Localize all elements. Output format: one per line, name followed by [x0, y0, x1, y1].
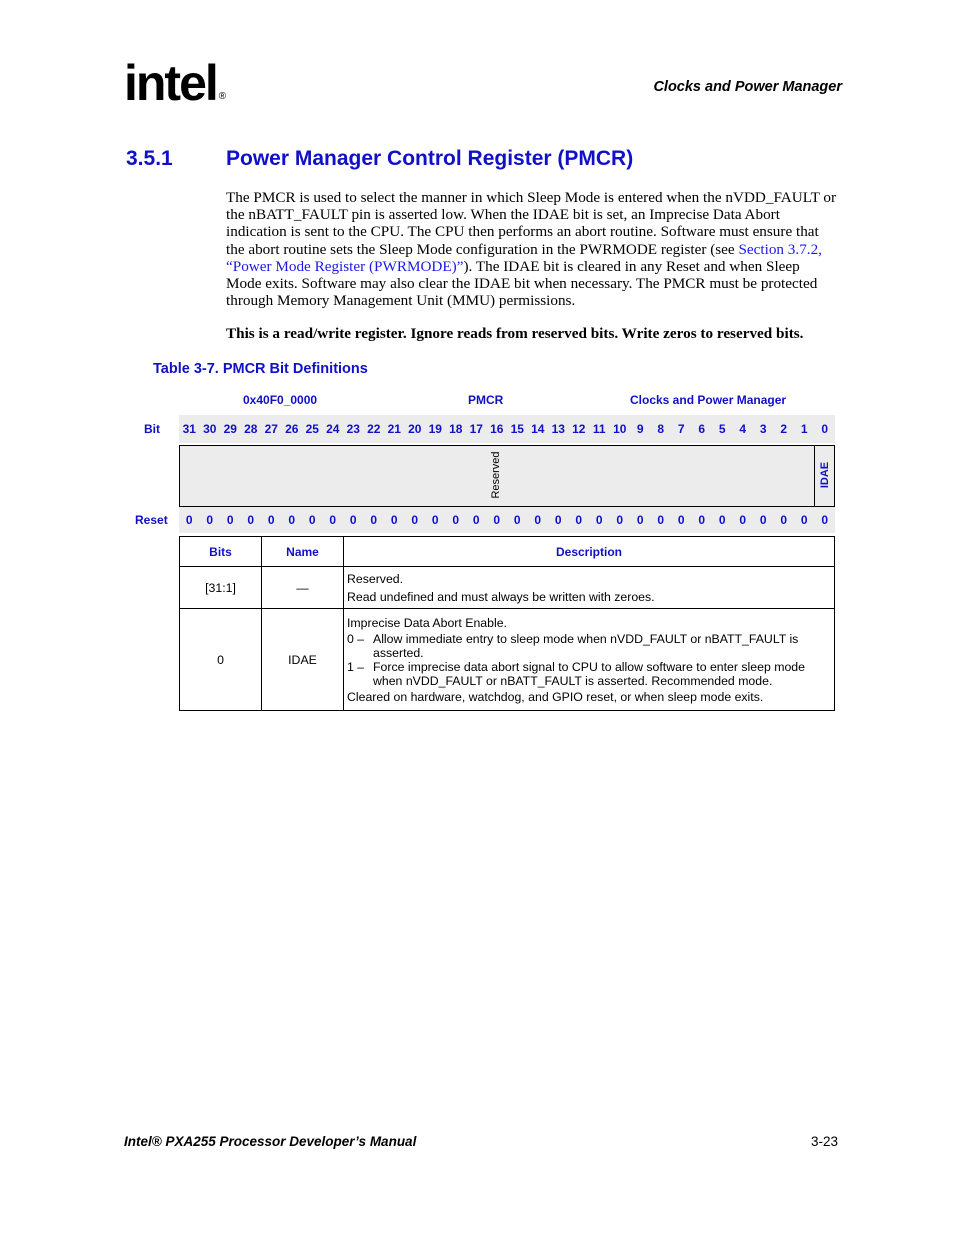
- logo-registered-mark: ®: [218, 91, 227, 102]
- reset-label: Reset: [135, 513, 168, 527]
- table-row: [180, 609, 835, 711]
- reset-value-row: [179, 507, 835, 533]
- bit-number: 28: [244, 422, 258, 436]
- field-idae-label: IDAE: [819, 461, 831, 489]
- reset-value: 0: [185, 513, 193, 527]
- bit-number: 3: [759, 422, 767, 436]
- paragraph-text-2: ). The IDAE bit is cleared in any Reset and when Sleep Mode exits. Software may also clear the IDAE bit when necessary. The PMCR must be protected through Memory Management Unit (MMU) permissions.: [226, 257, 818, 310]
- footer-title: Intel® PXA255 Processor Developer’s Manual: [124, 1134, 417, 1149]
- bit-number: 30: [203, 422, 217, 436]
- bit-definitions-table: [179, 536, 835, 711]
- reset-value: 0: [657, 513, 665, 527]
- bit-number: 0: [821, 422, 829, 436]
- bit-number: 14: [531, 422, 545, 436]
- bit-number: 21: [387, 422, 401, 436]
- description-title: Imprecise Data Abort Enable.: [347, 615, 507, 630]
- reset-value: 0: [718, 513, 726, 527]
- item-key: 0 –: [347, 631, 365, 646]
- bit-number: 2: [780, 422, 788, 436]
- reset-value: 0: [411, 513, 419, 527]
- bit-number: 31: [182, 422, 196, 436]
- reset-value: 0: [349, 513, 357, 527]
- reset-value: 0: [595, 513, 603, 527]
- bit-number: 4: [739, 422, 747, 436]
- description-note: Cleared on hardware, watchdog, and GPIO reset, or when sleep mode exits.: [347, 689, 764, 704]
- bit-number: 11: [592, 422, 606, 436]
- bit-number: 23: [346, 422, 360, 436]
- row-description: [344, 609, 835, 711]
- reset-value: 0: [370, 513, 378, 527]
- item-text: Allow immediate entry to sleep mode when nVDD_FAULT or nBATT_FAULT is asserted.: [373, 631, 799, 660]
- paragraph-text-1: The PMCR is used to select the manner in which Sleep Mode is entered when the nVDD_FAULT or the nBATT_FAULT pin is asserted low. When the IDAE bit is set, an Imprecise Data Abort indication is sent to the CPU. The CPU then performs an abort routine. Software must ensure that the abort routine sets the Sleep Mode configuration in the PWRMODE register (see: [226, 189, 837, 258]
- description-line: Read undefined and must always be written with zeroes.: [347, 589, 655, 604]
- bit-label: Bit: [144, 422, 160, 436]
- bit-number: 6: [698, 422, 706, 436]
- reset-value: 0: [452, 513, 460, 527]
- reset-value: 0: [698, 513, 706, 527]
- reset-value: 0: [575, 513, 583, 527]
- section-number: 3.5.1: [126, 147, 173, 170]
- intel-logo: [124, 55, 227, 111]
- bit-number: 19: [428, 422, 442, 436]
- body-paragraph: [226, 189, 838, 309]
- table-header-row: [180, 537, 835, 567]
- reset-value: 0: [821, 513, 829, 527]
- register-unit: Clocks and Power Manager: [630, 393, 787, 407]
- reset-value: 0: [759, 513, 767, 527]
- bit-number: 18: [449, 422, 463, 436]
- bit-number: 29: [223, 422, 237, 436]
- reset-value: 0: [513, 513, 521, 527]
- bit-number: 8: [657, 422, 665, 436]
- description-item: [344, 660, 834, 688]
- bit-number: 12: [572, 422, 586, 436]
- table-row: [180, 567, 835, 609]
- reset-value: 0: [677, 513, 685, 527]
- reset-value: 0: [800, 513, 808, 527]
- row-bits: [31:1]: [180, 567, 262, 609]
- bit-number: 5: [718, 422, 726, 436]
- bit-number-row: [179, 415, 835, 443]
- reset-value: 0: [472, 513, 480, 527]
- reset-value: 0: [390, 513, 398, 527]
- reset-value: 0: [493, 513, 501, 527]
- bit-number: 26: [285, 422, 299, 436]
- bit-number: 16: [490, 422, 504, 436]
- reset-value: 0: [554, 513, 562, 527]
- reset-value: 0: [308, 513, 316, 527]
- row-bits: 0: [180, 609, 262, 711]
- bit-number: 27: [264, 422, 278, 436]
- chapter-title: Clocks and Power Manager: [653, 79, 842, 95]
- bit-number: 22: [367, 422, 381, 436]
- header-description: Description: [344, 537, 835, 567]
- reset-value: 0: [739, 513, 747, 527]
- description-item: [344, 632, 834, 660]
- page-number: 3-23: [810, 1134, 838, 1149]
- item-key: 1 –: [347, 659, 365, 674]
- reset-value: 0: [267, 513, 275, 527]
- reset-value: 0: [534, 513, 542, 527]
- section-title: Power Manager Control Register (PMCR): [226, 147, 634, 170]
- reset-value: 0: [247, 513, 255, 527]
- section-link[interactable]: Section 3.7.2, “Power Mode Register (PWRMODE)”: [226, 240, 822, 275]
- row-name: IDAE: [262, 609, 344, 711]
- bit-number: 13: [551, 422, 565, 436]
- reset-value: 0: [431, 513, 439, 527]
- bit-number: 24: [326, 422, 340, 436]
- reset-value: 0: [780, 513, 788, 527]
- reset-value: 0: [226, 513, 234, 527]
- bit-number: 20: [408, 422, 422, 436]
- description-line: Reserved.: [347, 571, 404, 586]
- field-reserved-label: Reserved: [490, 451, 502, 499]
- bit-number: 7: [677, 422, 685, 436]
- row-description: [344, 567, 835, 609]
- table-caption: Table 3-7. PMCR Bit Definitions: [153, 361, 368, 377]
- bit-number: 25: [305, 422, 319, 436]
- bit-number: 9: [636, 422, 644, 436]
- logo-text: intel: [124, 55, 217, 111]
- bit-number: 15: [510, 422, 524, 436]
- item-text: Force imprecise data abort signal to CPU to allow software to enter sleep mode when nVDD_FAULT or nBATT_FAULT is asserted. Recommended mode.: [373, 659, 805, 688]
- bit-number: 10: [613, 422, 627, 436]
- reset-value: 0: [616, 513, 624, 527]
- reset-value: 0: [329, 513, 337, 527]
- field-divider: [814, 445, 815, 507]
- bit-number: 17: [469, 422, 483, 436]
- header-bits: Bits: [180, 537, 262, 567]
- row-name: —: [262, 567, 344, 609]
- read-write-note: This is a read/write register. Ignore reads from reserved bits. Write zeros to reserved bits.: [226, 325, 804, 342]
- reset-value: 0: [288, 513, 296, 527]
- register-address: 0x40F0_0000: [243, 393, 318, 407]
- reset-value: 0: [636, 513, 644, 527]
- header-name: Name: [262, 537, 344, 567]
- reset-value: 0: [206, 513, 214, 527]
- bit-number: 1: [800, 422, 808, 436]
- register-field-box: [179, 445, 835, 507]
- register-name: PMCR: [468, 393, 504, 407]
